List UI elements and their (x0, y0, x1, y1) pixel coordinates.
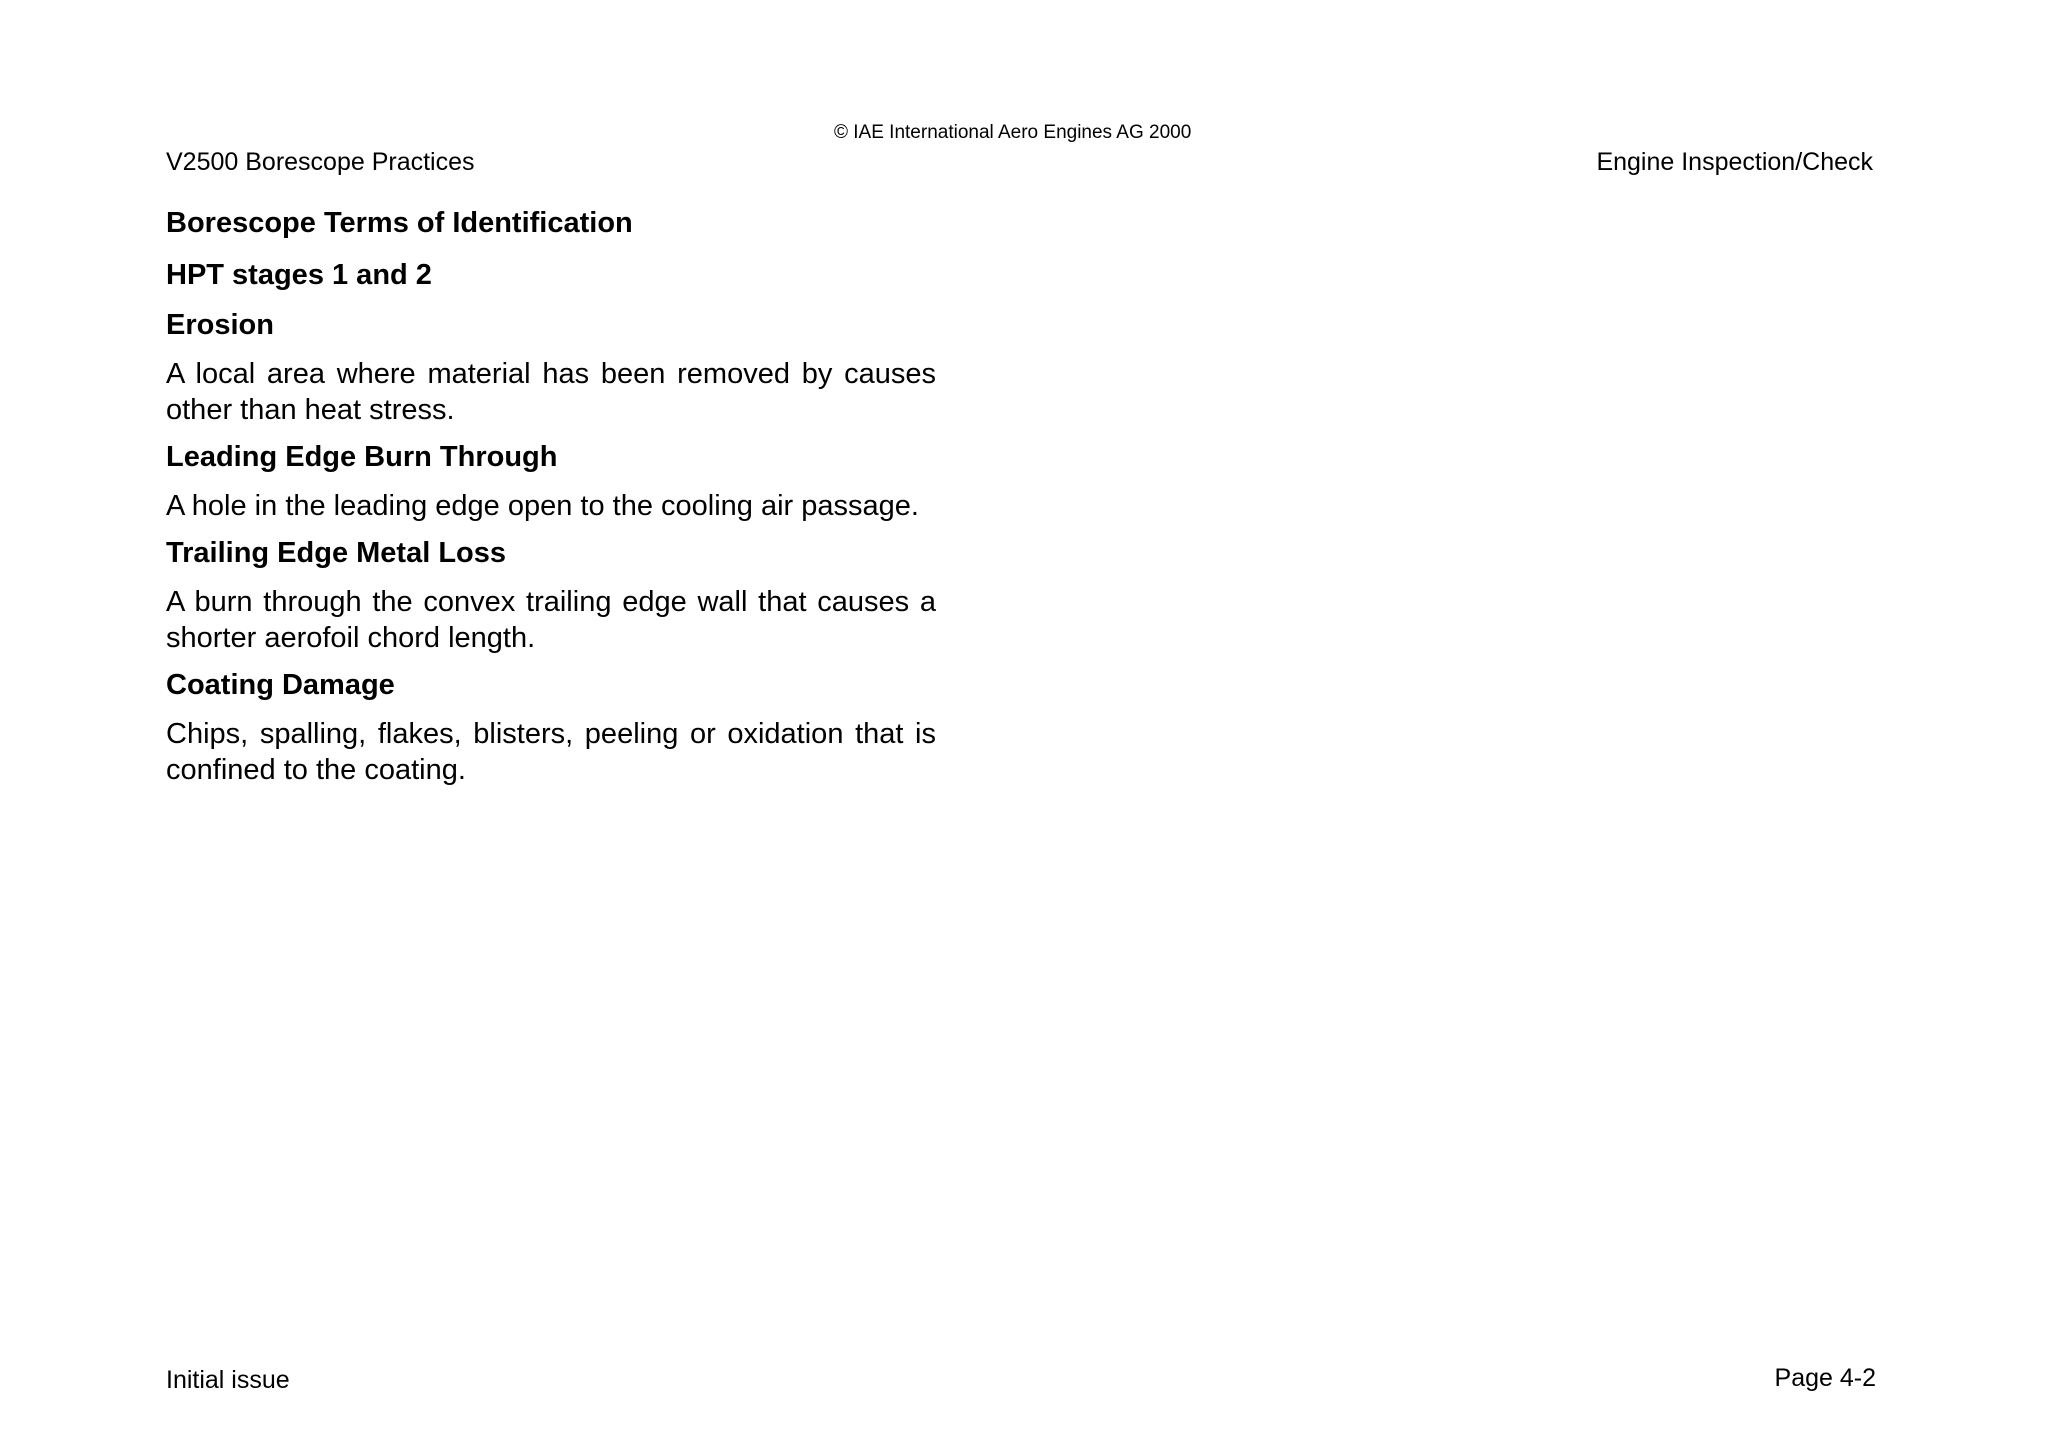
term-definition: A local area where material has been removed by causes other than heat stress. (166, 358, 936, 426)
footer-page-number: Page 4-2 (1774, 1364, 1876, 1392)
term-entry (166, 536, 936, 656)
term-entry (166, 440, 936, 524)
page-title: Borescope Terms of Identification (166, 207, 633, 239)
header-document-title: V2500 Borescope Practices (166, 148, 475, 176)
term-definition: A burn through the convex trailing edge wall that causes a shorter aerofoil chord length. (166, 586, 936, 654)
term-heading: Erosion (166, 309, 274, 341)
footer-issue-status: Initial issue (166, 1366, 290, 1394)
term-heading: Trailing Edge Metal Loss (166, 537, 507, 569)
term-heading: Coating Damage (166, 669, 395, 701)
term-definition: Chips, spalling, flakes, blisters, peeling or oxidation that is confined to the coating. (166, 718, 936, 786)
term-heading: Leading Edge Burn Through (166, 441, 558, 473)
main-content (166, 206, 936, 800)
section-title: HPT stages 1 and 2 (166, 259, 432, 291)
term-definition: A hole in the leading edge open to the cooling air passage. (166, 490, 919, 522)
term-entry (166, 308, 936, 428)
header-copyright: © IAE International Aero Engines AG 2000 (834, 122, 1192, 143)
term-entry (166, 668, 936, 788)
header-chapter-title: Engine Inspection/Check (1596, 148, 1873, 176)
